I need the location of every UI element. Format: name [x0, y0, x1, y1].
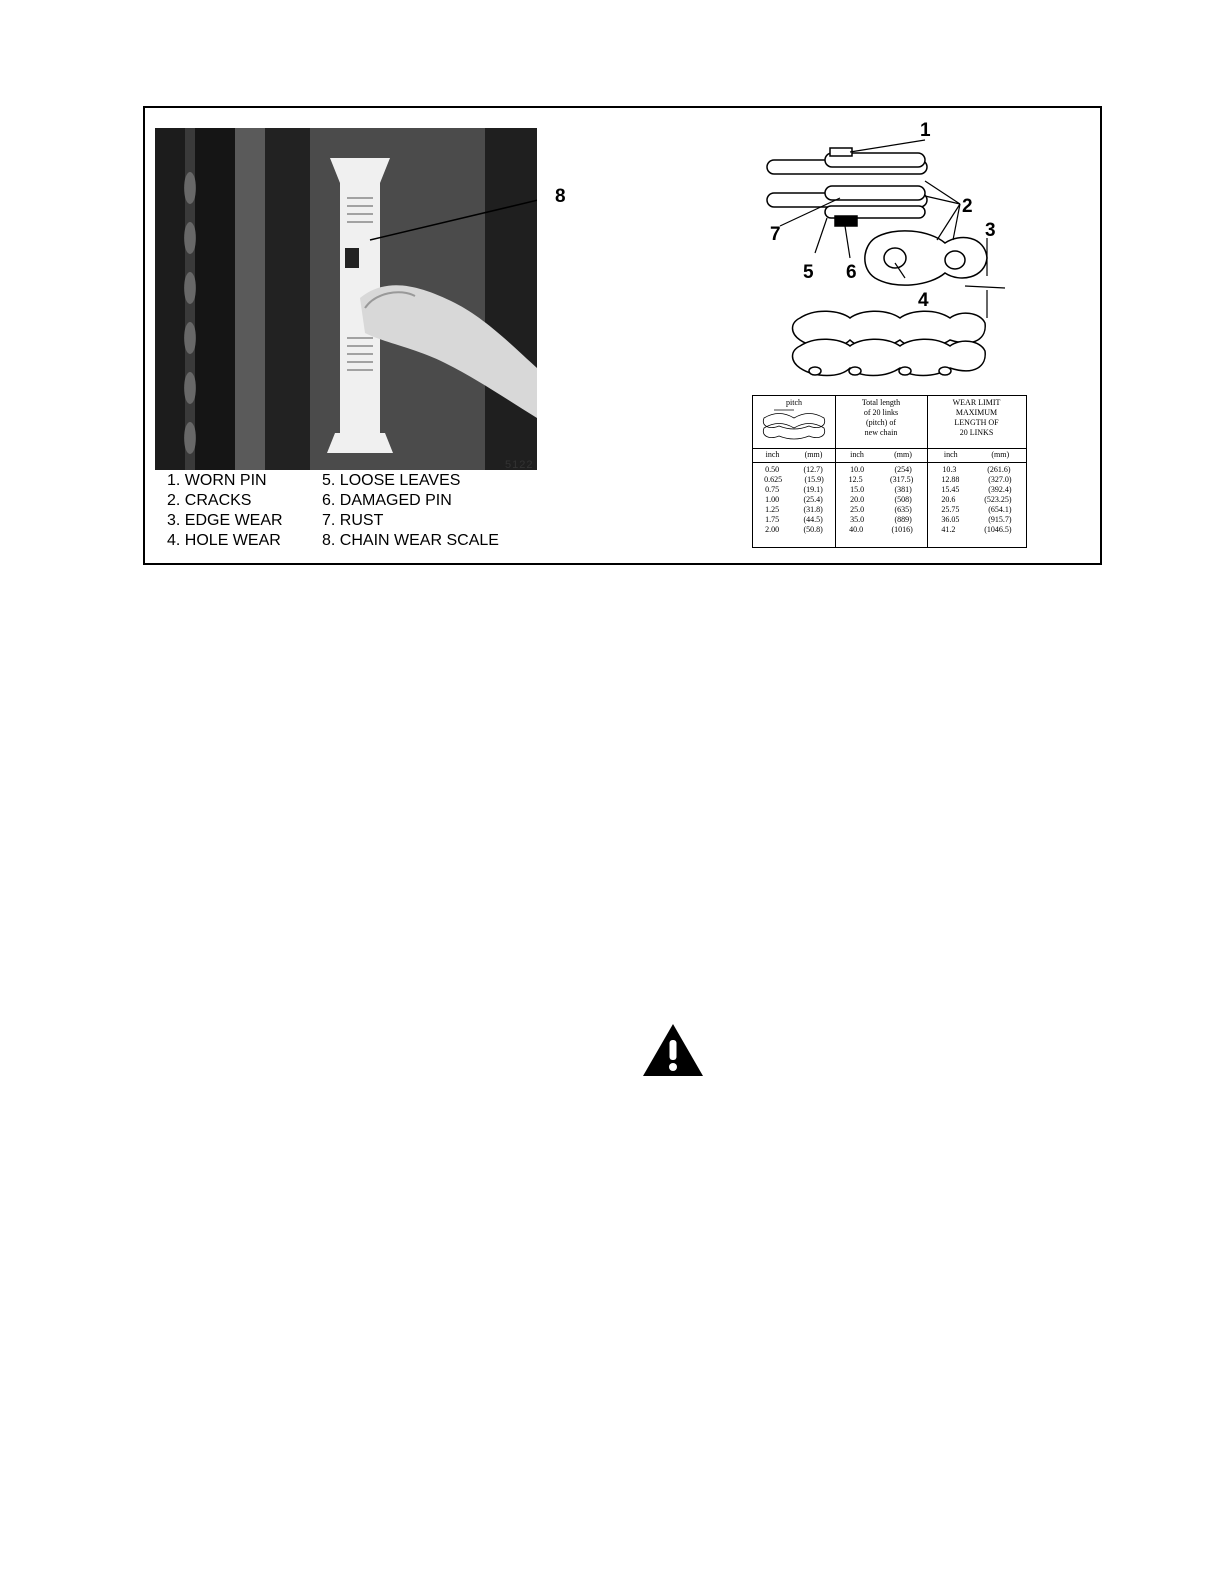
legend-item: 6. DAMAGED PIN: [322, 492, 452, 509]
chain-wear-photo: [155, 128, 537, 470]
table-row: 0.625 (15.9): [764, 475, 824, 484]
table-row: 10.3 (261.6): [942, 465, 1011, 474]
table-row: 20.0 (508): [850, 495, 912, 504]
legend-item: 3. EDGE WEAR: [167, 512, 283, 529]
table-row: 1.00 (25.4): [765, 495, 823, 504]
total-rows: [835, 465, 927, 535]
callout-6: 6: [846, 262, 857, 283]
unit-mm: (mm): [804, 450, 823, 459]
wear-limit-column: [927, 396, 1026, 547]
table-row: 20.6 (523.25): [941, 495, 1012, 504]
photo-illustration: [155, 128, 537, 470]
chain-wear-table: [752, 395, 1027, 548]
table-row: 12.5 (317.5): [848, 475, 914, 484]
table-row: 0.75 (19.1): [765, 485, 823, 494]
unit-mm: (mm): [894, 450, 912, 459]
legend-item: 8. CHAIN WEAR SCALE: [322, 532, 499, 549]
photo-id: 5122: [505, 459, 534, 471]
unit-inch: inch: [850, 450, 864, 459]
total-length-column: [835, 396, 928, 547]
callout-1: 1: [920, 120, 931, 141]
table-row: 25.0 (635): [850, 505, 912, 514]
table-row: 41.2 (1046.5): [941, 525, 1012, 534]
table-row: 0.50 (12.7): [765, 465, 823, 474]
table-row: 15.45 (392.4): [941, 485, 1012, 494]
table-row: 15.0 (381): [850, 485, 912, 494]
pitch-header: [753, 398, 835, 448]
callout-3: 3: [985, 220, 996, 241]
chain-link-diagram: [755, 118, 1025, 388]
pitch-chain-sketch: [759, 408, 829, 442]
legend-item: 2. CRACKS: [167, 492, 252, 509]
callout-7: 7: [770, 224, 781, 245]
table-row: 36.05 (915.7): [941, 515, 1012, 524]
table-row: 10.0 (254): [850, 465, 912, 474]
limit-subheader: [927, 450, 1026, 462]
table-row: 25.75 (654.1): [941, 505, 1012, 514]
legend-item: 7. RUST: [322, 512, 384, 529]
legend-item: 4. HOLE WEAR: [167, 532, 281, 549]
pitch-column: [753, 396, 836, 547]
legend-left: [167, 471, 283, 551]
limit-rows: [927, 465, 1026, 535]
pitch-rows: [753, 465, 835, 535]
callout-5: 5: [803, 262, 814, 283]
total-subheader: [835, 450, 927, 462]
table-row: 2.00 (50.8): [765, 525, 823, 534]
legend-item: 1. WORN PIN: [167, 472, 267, 489]
table-row: 40.0 (1016): [849, 525, 913, 534]
unit-inch: inch: [765, 450, 780, 459]
wear-limit-header: WEAR LIMIT MAXIMUM LENGTH OF 20 LINKS: [952, 398, 1001, 437]
pitch-header-label: pitch: [786, 398, 802, 407]
unit-mm: (mm): [991, 450, 1010, 459]
table-row: 1.75 (44.5): [765, 515, 823, 524]
pitch-subheader: [753, 450, 835, 462]
table-row: 1.25 (31.8): [765, 505, 823, 514]
legend-right: [322, 471, 499, 551]
legend-item: 5. LOOSE LEAVES: [322, 472, 461, 489]
table-row: 12.88 (327.0): [941, 475, 1012, 484]
unit-inch: inch: [943, 450, 958, 459]
callout-2: 2: [962, 196, 973, 217]
callout-8: 8: [555, 186, 566, 207]
warning-triangle-icon: [641, 1022, 705, 1078]
table-row: 35.0 (889): [850, 515, 912, 524]
total-length-header: Total length of 20 links (pitch) of new chain: [861, 398, 901, 437]
callout-4: 4: [918, 290, 929, 311]
